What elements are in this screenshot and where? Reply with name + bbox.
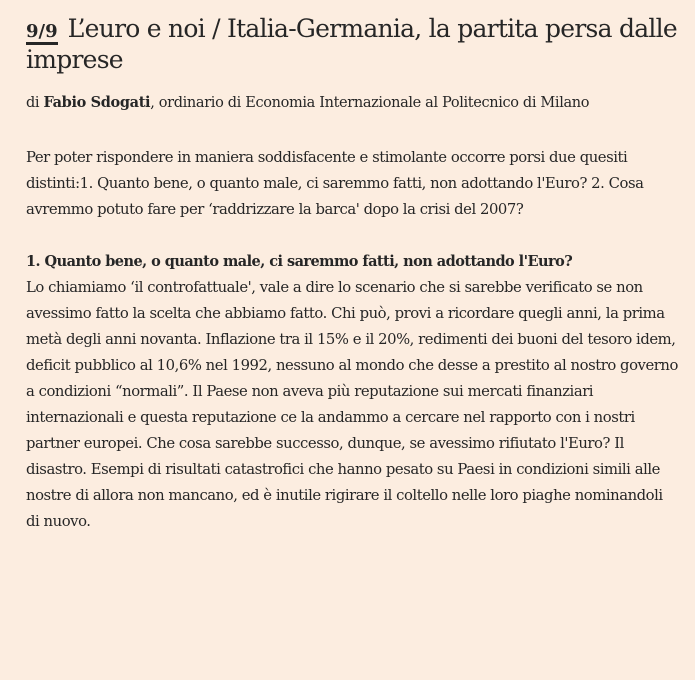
section-body-paragraph: Lo chiamiamo ‘il controfattuale', vale a dire lo scenario che si sarebbe verificato se non avessimo fatto la scelta che abbiamo fatto. Chi può, provi a ricordare quegli anni, la prima metà degli anni novanta. Inflazione tra il 15% e il 20%, redimenti dei buoni del tesoro idem, deficit pubblico al 10,6% nel 1992, nessuno al mondo che desse a prestito al nostro governo a condizioni “normali”. Il Paese non aveva più reputazione sui mercati finanziari internazionali e questa reputazione ce la andammo a cercare nel rapporto con i nostri partner europei. Che cosa sarebbe successo, dunque, se avessimo rifiutato l'Euro? Il disastro. Esempi di risultati catastrofici che hanno pesato su Paesi in condizioni simili alle nostre di allora non mancano, ed è inutile rigirare il coltello nelle loro piaghe nominandoli di nuovo. [26, 279, 678, 530]
byline-prefix: di [26, 95, 44, 111]
title-text: L’euro e noi / Italia-Germania, la partita persa dalle imprese [26, 14, 677, 74]
article-title [26, 14, 679, 75]
author-name[interactable]: Fabio Sdogati [43, 94, 151, 111]
author-role: , ordinario di Economia Internazionale al Politecnico di Milano [150, 95, 590, 111]
section-heading: 1. Quanto bene, o quanto male, ci saremmo fatti, non adottando l'Euro? [26, 253, 573, 270]
intro-paragraph: Per poter rispondere in maniera soddisfacente e stimolante occorre porsi due quesiti distinti:1. Quanto bene, o quanto male, ci saremmo fatti, non adottando l'Euro? 2. Cosa avremmo potuto fare per ‘raddrizzare la barca' dopo la crisi del 2007? [26, 149, 644, 218]
byline [26, 93, 679, 113]
series-number-badge: 9/9 [26, 22, 58, 45]
